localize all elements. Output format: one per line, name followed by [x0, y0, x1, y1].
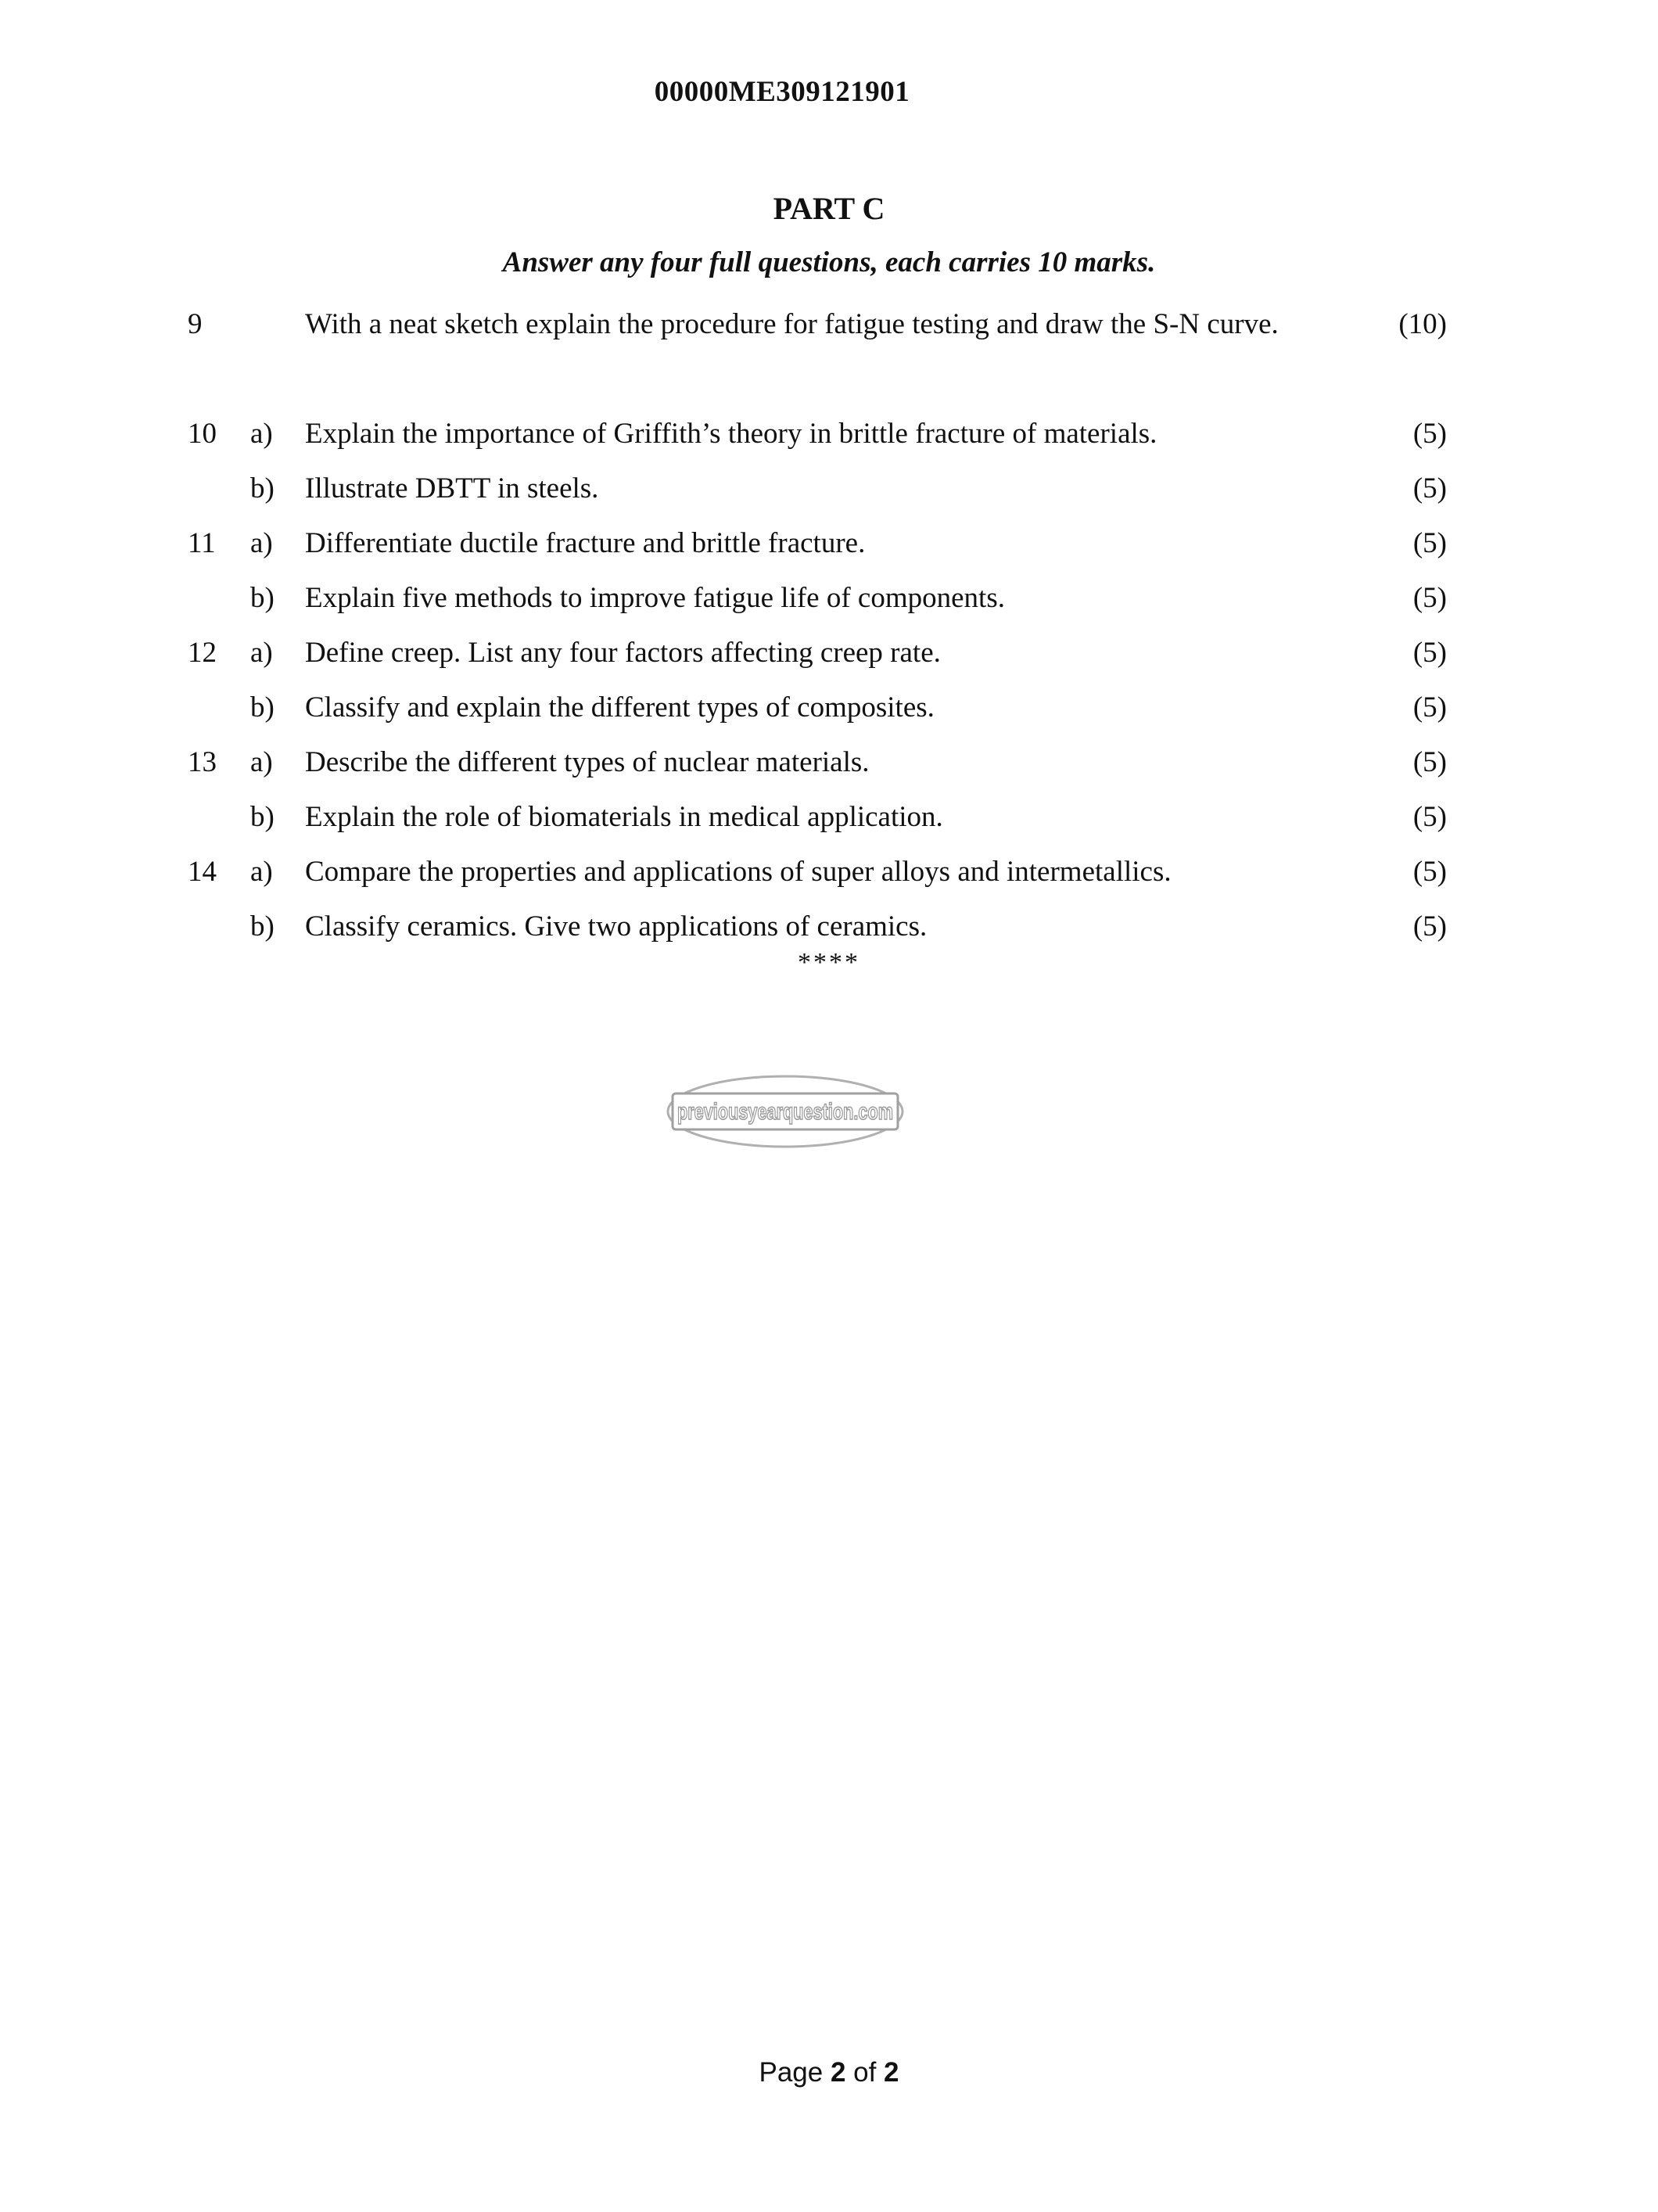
question-text: Define creep. List any four factors affecting creep rate.	[305, 637, 941, 669]
end-of-paper-mark: ****	[798, 948, 860, 977]
question-number: 11	[188, 527, 216, 559]
question-marks: (5)	[1412, 637, 1447, 669]
question-text: Illustrate DBTT in steels.	[305, 472, 599, 505]
footer-prefix: Page	[759, 2057, 831, 2088]
question-sub-label: a)	[250, 418, 273, 450]
footer-total-pages: 2	[884, 2057, 899, 2088]
question-marks: (10)	[1398, 308, 1447, 340]
question-number: 9	[188, 308, 203, 340]
question-sub-label: b)	[250, 691, 275, 724]
question-text: Explain five methods to improve fatigue life of components.	[305, 582, 1005, 614]
question-row	[0, 516, 1564, 571]
question-sub-label: a)	[250, 637, 273, 669]
question-number: 14	[188, 856, 217, 888]
question-text: Differentiate ductile fracture and brittle fracture.	[305, 527, 866, 559]
question-sub-label: b)	[250, 472, 275, 505]
question-row	[0, 790, 1564, 845]
question-number: 10	[188, 418, 217, 450]
question-marks: (5)	[1412, 910, 1447, 943]
question-row	[0, 845, 1564, 900]
question-row	[0, 297, 1564, 407]
page-footer	[0, 2057, 1658, 2088]
part-instruction: Answer any four full questions, each carries 10 marks.	[502, 246, 1156, 278]
question-number: 13	[188, 746, 217, 778]
footer-current-page: 2	[830, 2057, 846, 2088]
question-text: Explain the role of biomaterials in medical application.	[305, 801, 943, 833]
question-marks: (5)	[1412, 801, 1447, 833]
question-sub-label: a)	[250, 527, 273, 559]
question-sub-label: a)	[250, 856, 273, 888]
question-sub-label: b)	[250, 801, 275, 833]
footer-middle: of	[845, 2057, 885, 2088]
question-marks: (5)	[1412, 746, 1447, 778]
question-number: 12	[188, 637, 217, 669]
question-row	[0, 626, 1564, 680]
svg-text:previousyearquestion.com: previousyearquestion.com	[677, 1099, 893, 1125]
question-sub-label: b)	[250, 582, 275, 614]
watermark-logo	[665, 1073, 906, 1150]
part-title: PART C	[773, 191, 885, 226]
question-row	[0, 680, 1564, 735]
question-text: Classify and explain the different types of composites.	[305, 691, 935, 724]
paper-code: 00000ME309121901	[654, 76, 910, 108]
question-row	[0, 461, 1564, 516]
question-text: Describe the different types of nuclear materials.	[305, 746, 870, 778]
question-sub-label: b)	[250, 910, 275, 943]
question-marks: (5)	[1412, 582, 1447, 614]
question-row	[0, 900, 1564, 954]
question-list	[0, 297, 1564, 954]
question-text: Explain the importance of Griffith’s theory in brittle fracture of materials.	[305, 418, 1157, 450]
question-marks: (5)	[1412, 691, 1447, 724]
question-text: With a neat sketch explain the procedure for fatigue testing and draw the S-N curve.	[305, 308, 1279, 340]
question-marks: (5)	[1412, 472, 1447, 505]
question-text: Classify ceramics. Give two applications of ceramics.	[305, 910, 928, 943]
question-row	[0, 571, 1564, 626]
question-marks: (5)	[1412, 856, 1447, 888]
question-marks: (5)	[1412, 418, 1447, 450]
question-text: Compare the properties and applications of super alloys and intermetallics.	[305, 856, 1172, 888]
question-marks: (5)	[1412, 527, 1447, 559]
question-row	[0, 735, 1564, 790]
question-row	[0, 407, 1564, 461]
question-sub-label: a)	[250, 746, 273, 778]
